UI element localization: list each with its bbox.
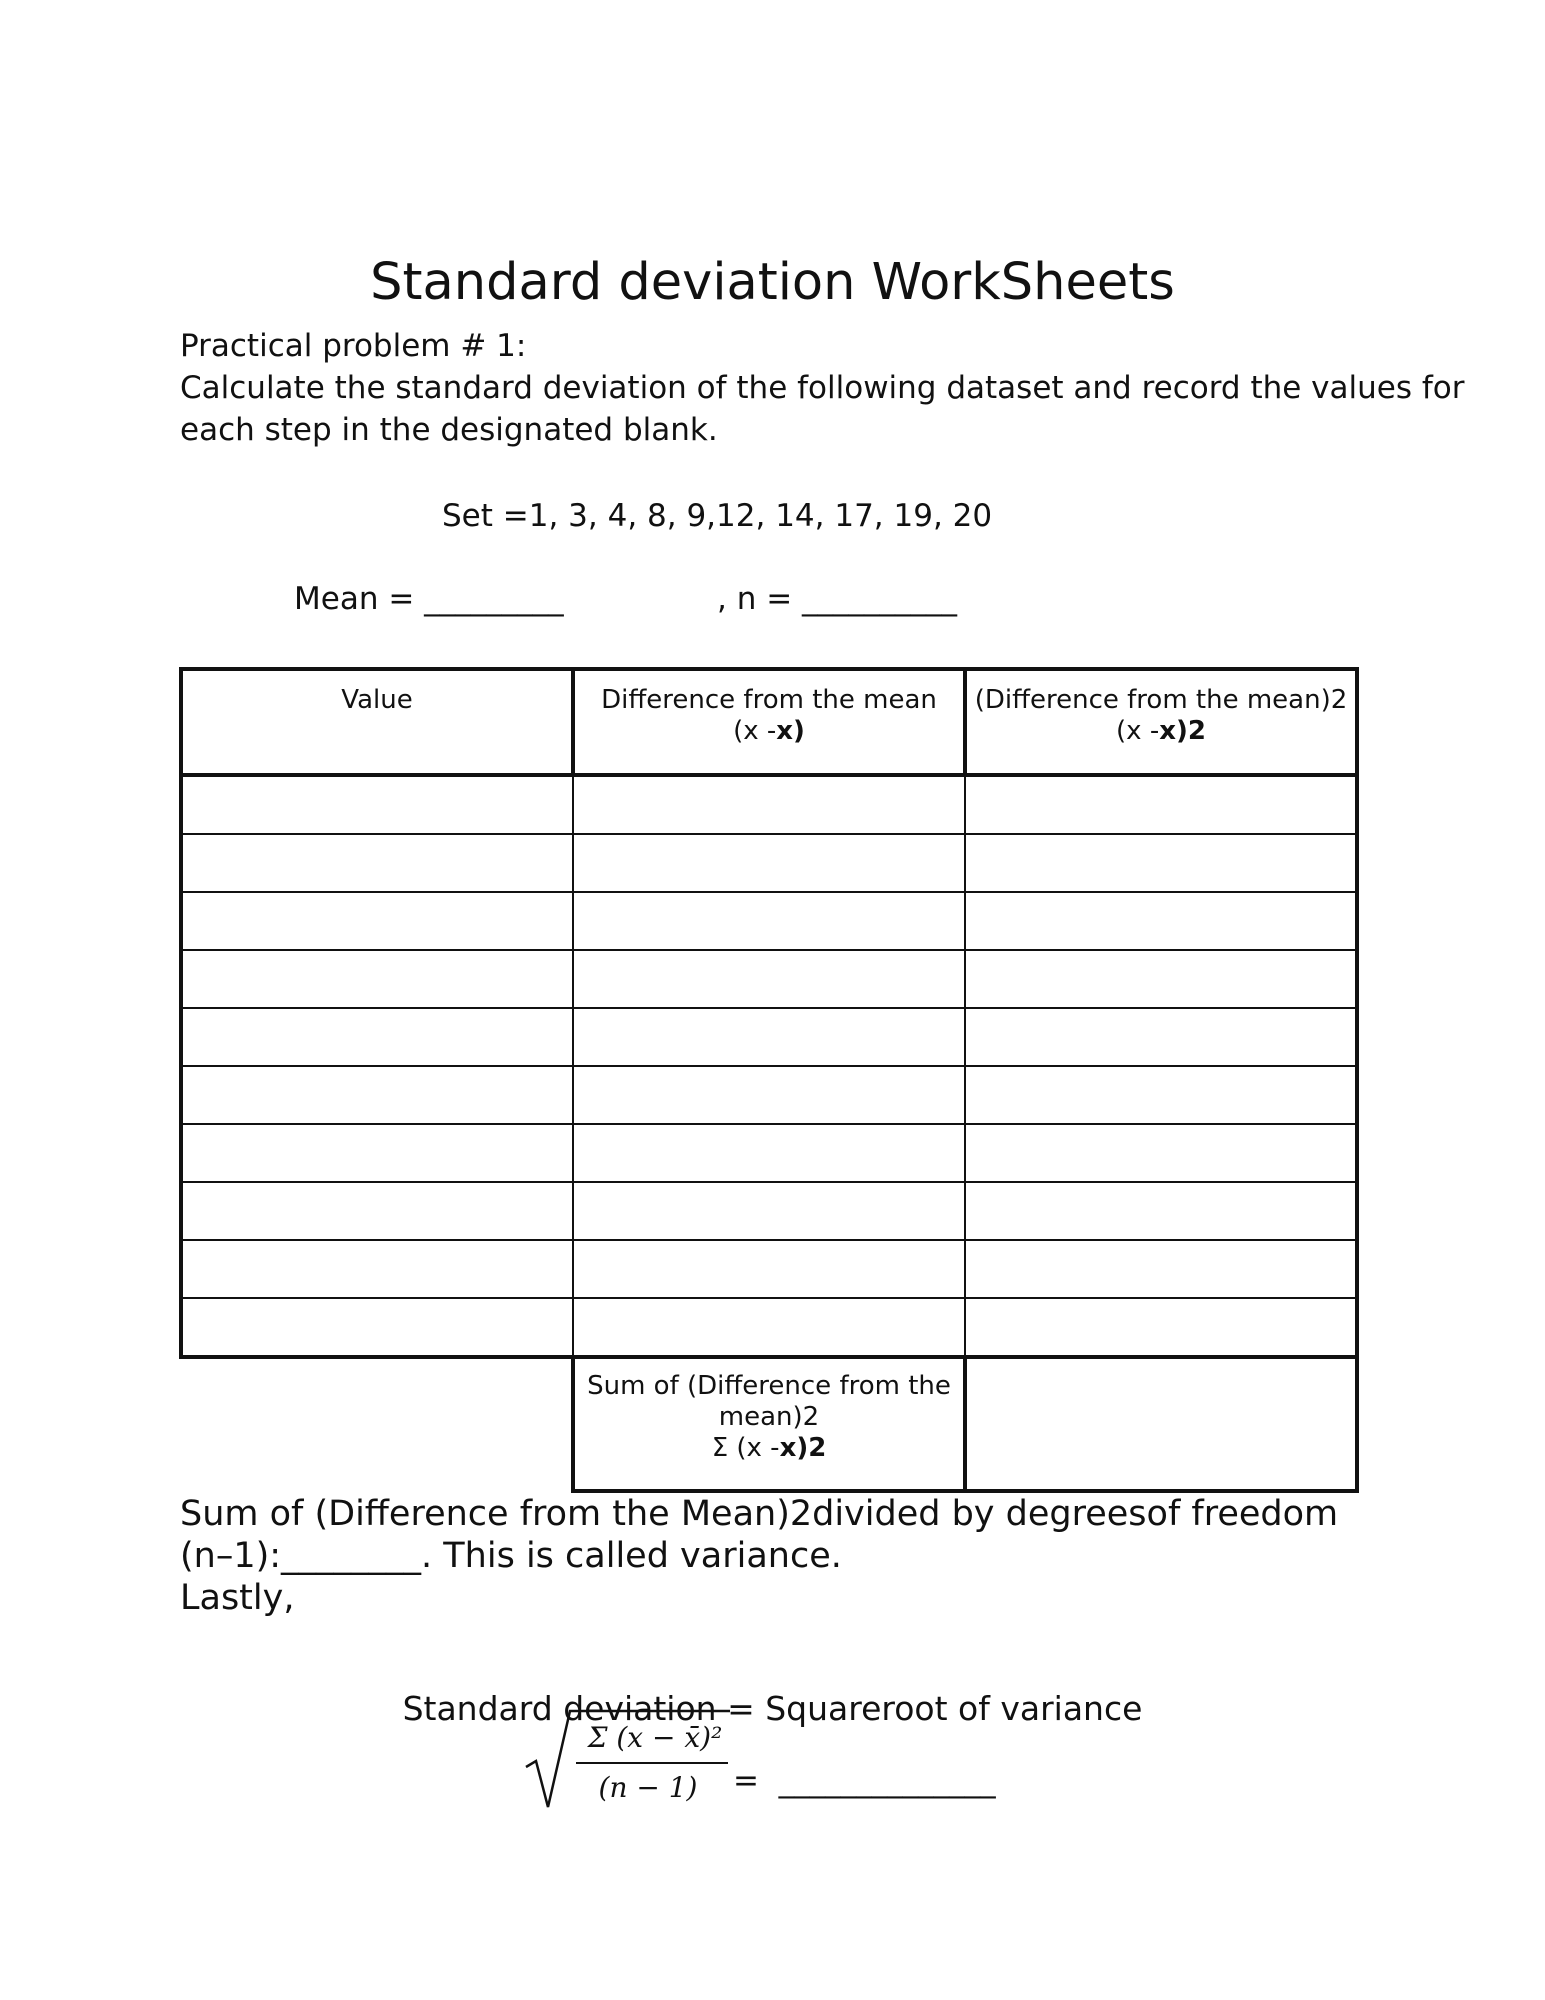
- difference-squared-cell[interactable]: [965, 775, 1357, 834]
- sum-label-formula: Σ (x -x)2: [711, 1433, 827, 1463]
- difference-squared-cell[interactable]: [965, 1240, 1357, 1298]
- table-row: [181, 950, 1357, 1008]
- table-row: [181, 775, 1357, 834]
- table-row: [181, 1240, 1357, 1298]
- variance-line-2[interactable]: (n–1):________. This is called variance.: [180, 1536, 842, 1576]
- empty-cell: [181, 1357, 573, 1491]
- worksheet-table: [179, 667, 1359, 1493]
- difference-cell[interactable]: [573, 834, 965, 892]
- sum-label-cell: [573, 1357, 965, 1491]
- table-row: [181, 892, 1357, 950]
- table-row: [181, 834, 1357, 892]
- n-blank[interactable]: , n = __________: [717, 581, 958, 617]
- difference-squared-cell[interactable]: [965, 950, 1357, 1008]
- header-difference-label: Difference from the mean: [601, 685, 937, 715]
- problem-heading: Practical problem # 1:: [180, 328, 527, 364]
- value-cell[interactable]: [181, 892, 573, 950]
- difference-cell[interactable]: [573, 775, 965, 834]
- difference-squared-cell[interactable]: [965, 1124, 1357, 1182]
- sum-label-line-1: Sum of (Difference from the: [587, 1371, 951, 1401]
- difference-cell[interactable]: [573, 1182, 965, 1240]
- difference-cell[interactable]: [573, 1240, 965, 1298]
- sd-answer-blank[interactable]: = ______________: [733, 1763, 996, 1799]
- value-cell[interactable]: [181, 1298, 573, 1357]
- table-row: [181, 1066, 1357, 1124]
- sum-label-line-2: mean)2: [718, 1402, 820, 1432]
- header-difference-formula: (x -x): [733, 716, 805, 746]
- difference-cell[interactable]: [573, 1298, 965, 1357]
- table-row: [181, 1008, 1357, 1066]
- table-row: [181, 1298, 1357, 1357]
- value-cell[interactable]: [181, 1008, 573, 1066]
- difference-squared-cell[interactable]: [965, 834, 1357, 892]
- difference-squared-cell[interactable]: [965, 1008, 1357, 1066]
- table-header-row: [181, 669, 1357, 775]
- sum-answer-cell[interactable]: [965, 1357, 1357, 1491]
- value-cell[interactable]: [181, 1182, 573, 1240]
- difference-cell[interactable]: [573, 892, 965, 950]
- header-value: [181, 669, 573, 775]
- header-difference-squared: [965, 669, 1357, 775]
- dataset-text: Set =1, 3, 4, 8, 9,12, 14, 17, 19, 20: [442, 498, 993, 534]
- table-row: [181, 1124, 1357, 1182]
- variance-line-1: Sum of (Difference from the Mean)2divided by degreesof freedom: [180, 1494, 1339, 1534]
- sum-row: [181, 1357, 1357, 1491]
- value-cell[interactable]: [181, 1066, 573, 1124]
- formula-denominator: (n − 1): [598, 1771, 698, 1804]
- header-difference: [573, 669, 965, 775]
- instructions-line-2: each step in the designated blank.: [180, 412, 718, 448]
- difference-squared-cell[interactable]: [965, 1066, 1357, 1124]
- header-value-label: Value: [341, 685, 413, 715]
- mean-blank[interactable]: Mean = _________: [294, 581, 564, 617]
- difference-cell[interactable]: [573, 1124, 965, 1182]
- header-difference-squared-formula: (x -x)2: [1116, 716, 1206, 746]
- difference-cell[interactable]: [573, 950, 965, 1008]
- difference-cell[interactable]: [573, 1008, 965, 1066]
- difference-squared-cell[interactable]: [965, 1182, 1357, 1240]
- header-difference-squared-label: (Difference from the mean)2: [974, 685, 1348, 715]
- value-cell[interactable]: [181, 1124, 573, 1182]
- value-cell[interactable]: [181, 1240, 573, 1298]
- instructions-line-1: Calculate the standard deviation of the following dataset and record the values for: [180, 370, 1465, 406]
- value-cell[interactable]: [181, 950, 573, 1008]
- lastly-text: Lastly,: [180, 1578, 295, 1618]
- value-cell[interactable]: [181, 834, 573, 892]
- table-row: [181, 1182, 1357, 1240]
- formula-numerator: Σ (x − x̄)²: [587, 1721, 723, 1754]
- sd-definition: Standard deviation = Squareroot of variance: [402, 1689, 1143, 1728]
- value-cell[interactable]: [181, 775, 573, 834]
- worksheet-title: Standard deviation WorkSheets: [370, 253, 1175, 312]
- difference-cell[interactable]: [573, 1066, 965, 1124]
- difference-squared-cell[interactable]: [965, 1298, 1357, 1357]
- difference-squared-cell[interactable]: [965, 892, 1357, 950]
